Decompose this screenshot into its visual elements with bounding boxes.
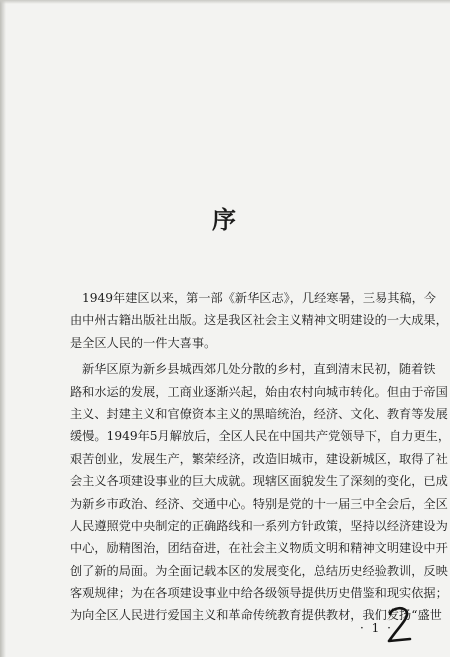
text-line: 为新乡市政治、经济、交通中心。特别是党的十一届三中全会后，全区: [70, 496, 448, 511]
text-line: 主义、封建主义和官僚资本主义的黑暗统治，经济、文化、教育等发展: [70, 406, 448, 421]
page-number: · 1 ·: [360, 621, 393, 635]
scan-shadow-top: [0, 0, 450, 4]
text-line: 缓慢。1949年5月解放后，全区人民在中国共产党领导下，自力更生，: [70, 429, 450, 444]
text-line: 是全区人民的一件大喜事。: [70, 335, 217, 350]
text-line: 中心，励精图治，团结奋进，在社会主义物质文明和精神文明建设中开: [70, 541, 448, 556]
paragraph-2: [70, 358, 450, 627]
page-title: 序: [212, 205, 238, 234]
text-line: 创了新的局面。为全面记载本区的发展变化，总结历史经验教训，反映: [70, 563, 448, 578]
text-line: 1949年建区以来，第一部《新华区志》，几经寒暑，三易其稿，今: [82, 291, 436, 305]
handwritten-number-2: [384, 604, 414, 646]
text-line: 客观规律；为在各项建设事业中给各级领导提供历史借鉴和现实依据；: [70, 586, 448, 601]
text-line: 路和水运的发展，工商业逐渐兴起，始由农村向城市转化。但由于帝国: [70, 384, 448, 399]
text-line: 人民遵照党中央制定的正确路线和一系列方针政策，坚持以经济建设为: [70, 518, 448, 533]
text-line: 为向全区人民进行爱国主义和革命传统教育提供教材，我们发扬“盛世: [70, 608, 442, 623]
text-line: 由中州古籍出版社出版。这是我区社会主义精神文明建设的一大成果，: [70, 313, 448, 328]
scan-shadow-left: [0, 0, 6, 657]
text-line: 新华区原为新乡县城西郊几处分散的乡村，直到清末民初，随着铁: [82, 362, 436, 377]
text-line: 会主义各项建设事业的巨大成就。现辖区面貌发生了深刻的变化，已成: [70, 474, 448, 489]
text-line: 艰苦创业，发展生产，繁荣经济，改造旧城市，建设新城区，取得了社: [70, 451, 448, 466]
body-text: [70, 287, 450, 627]
paragraph-1: [70, 287, 448, 354]
